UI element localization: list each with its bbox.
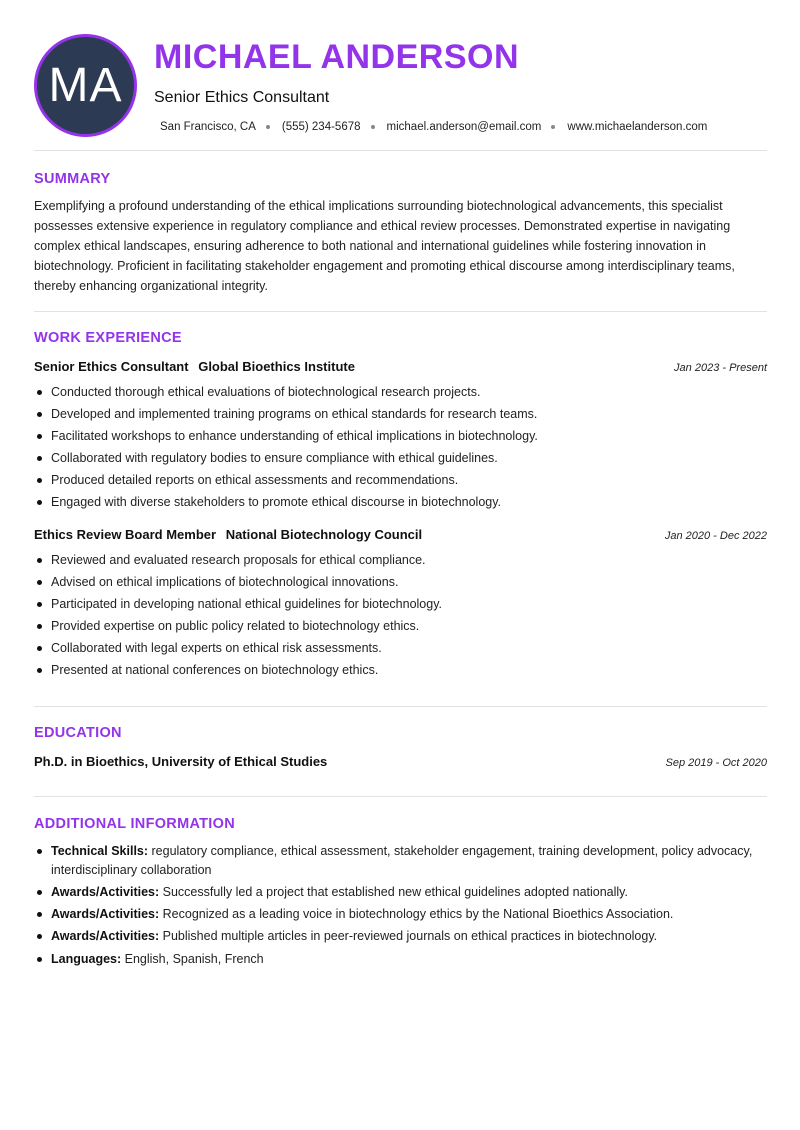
- info-text: Successfully led a project that established new ethical guidelines adopted nationally.: [162, 885, 628, 899]
- list-item: Presented at national conferences on biotechnology ethics.: [34, 659, 767, 681]
- contact-phone: (555) 234-5678: [281, 121, 361, 133]
- job-header: [34, 359, 767, 374]
- list-item: [34, 950, 767, 969]
- job-title-line: [34, 359, 355, 374]
- info-text: Published multiple articles in peer-reviewed journals on ethical practices in biotechnology.: [162, 929, 658, 943]
- list-item: Produced detailed reports on ethical assessments and recommendations.: [34, 469, 767, 491]
- avatar-initials: MA: [48, 59, 123, 112]
- job-position: Ethics Review Board Member: [34, 527, 217, 542]
- dot-separator-icon: [551, 125, 555, 129]
- list-item: Provided expertise on public policy related to biotechnology ethics.: [34, 615, 767, 637]
- education-degree: Ph.D. in Bioethics, University of Ethical Studies: [34, 754, 328, 769]
- job-dates: Jan 2023 - Present: [674, 362, 767, 374]
- job-company: National Biotechnology Council: [225, 527, 423, 542]
- list-item: Participated in developing national ethical guidelines for biotechnology.: [34, 593, 767, 615]
- summary-text: Exemplifying a profound understanding of the ethical implications surrounding biotechnological advancements, this specialist possesses extensive experience in regulatory compliance and ethical review processes. Demonstrated expertise in navigating complex ethical landscapes, ensuring adherence to both national and international guidelines while fostering innovation in biotechnology. Proficient in facilitating stakeholder engagement and promoting ethical discourse among interdisciplinary teams, thereby enhancing organizational integrity.: [34, 199, 735, 293]
- job-title-line: [34, 527, 422, 542]
- info-text: English, Spanish, French: [124, 952, 264, 966]
- info-label: Technical Skills:: [51, 844, 149, 858]
- info-label: Awards/Activities:: [51, 907, 160, 921]
- job-header: [34, 527, 767, 542]
- candidate-role: Senior Ethics Consultant: [154, 89, 330, 106]
- list-item: [34, 927, 767, 946]
- job-position: Senior Ethics Consultant: [34, 359, 189, 374]
- list-item: Conducted thorough ethical evaluations of biotechnological research projects.: [34, 381, 767, 403]
- list-item: Reviewed and evaluated research proposals for ethical compliance.: [34, 549, 767, 571]
- info-label: Awards/Activities:: [51, 885, 160, 899]
- additional-heading: ADDITIONAL INFORMATION: [34, 816, 235, 832]
- divider: [34, 706, 767, 707]
- job-dates: Jan 2020 - Dec 2022: [664, 530, 767, 542]
- dot-separator-icon: [371, 125, 375, 129]
- job-bullet-list: [34, 549, 767, 681]
- contact-bar: [160, 121, 707, 133]
- candidate-name: MICHAEL ANDERSON: [154, 38, 520, 76]
- list-item: Collaborated with legal experts on ethical risk assessments.: [34, 637, 767, 659]
- education-dates: Sep 2019 - Oct 2020: [665, 757, 767, 769]
- list-item: Facilitated workshops to enhance understanding of ethical implications in biotechnology.: [34, 425, 767, 447]
- list-item: [34, 842, 767, 880]
- contact-email[interactable]: michael.anderson@email.com: [386, 121, 542, 133]
- education-heading: EDUCATION: [34, 725, 122, 741]
- list-item: Advised on ethical implications of biotechnological innovations.: [34, 571, 767, 593]
- list-item: Collaborated with regulatory bodies to ensure compliance with ethical guidelines.: [34, 447, 767, 469]
- job-company: Global Bioethics Institute: [198, 359, 355, 374]
- divider: [34, 311, 767, 312]
- info-text: regulatory compliance, ethical assessment, stakeholder engagement, training development, policy advocacy, interdisciplinary collaboration: [51, 844, 753, 877]
- info-label: Languages:: [51, 952, 122, 966]
- info-text: Recognized as a leading voice in biotechnology ethics by the National Bioethics Association.: [162, 907, 674, 921]
- additional-list: [34, 842, 767, 972]
- education-entry: [34, 754, 767, 769]
- list-item: [34, 883, 767, 902]
- experience-heading: WORK EXPERIENCE: [34, 330, 182, 346]
- list-item: Developed and implemented training programs on ethical standards for research teams.: [34, 403, 767, 425]
- contact-location: San Francisco, CA: [160, 121, 256, 133]
- list-item: Engaged with diverse stakeholders to promote ethical discourse in biotechnology.: [34, 491, 767, 513]
- job-bullet-list: [34, 381, 767, 513]
- list-item: [34, 905, 767, 924]
- info-label: Awards/Activities:: [51, 929, 160, 943]
- dot-separator-icon: [266, 125, 270, 129]
- summary-heading: SUMMARY: [34, 171, 111, 187]
- contact-website[interactable]: www.michaelanderson.com: [567, 121, 708, 133]
- avatar: [34, 34, 137, 137]
- divider: [34, 150, 767, 151]
- divider: [34, 796, 767, 797]
